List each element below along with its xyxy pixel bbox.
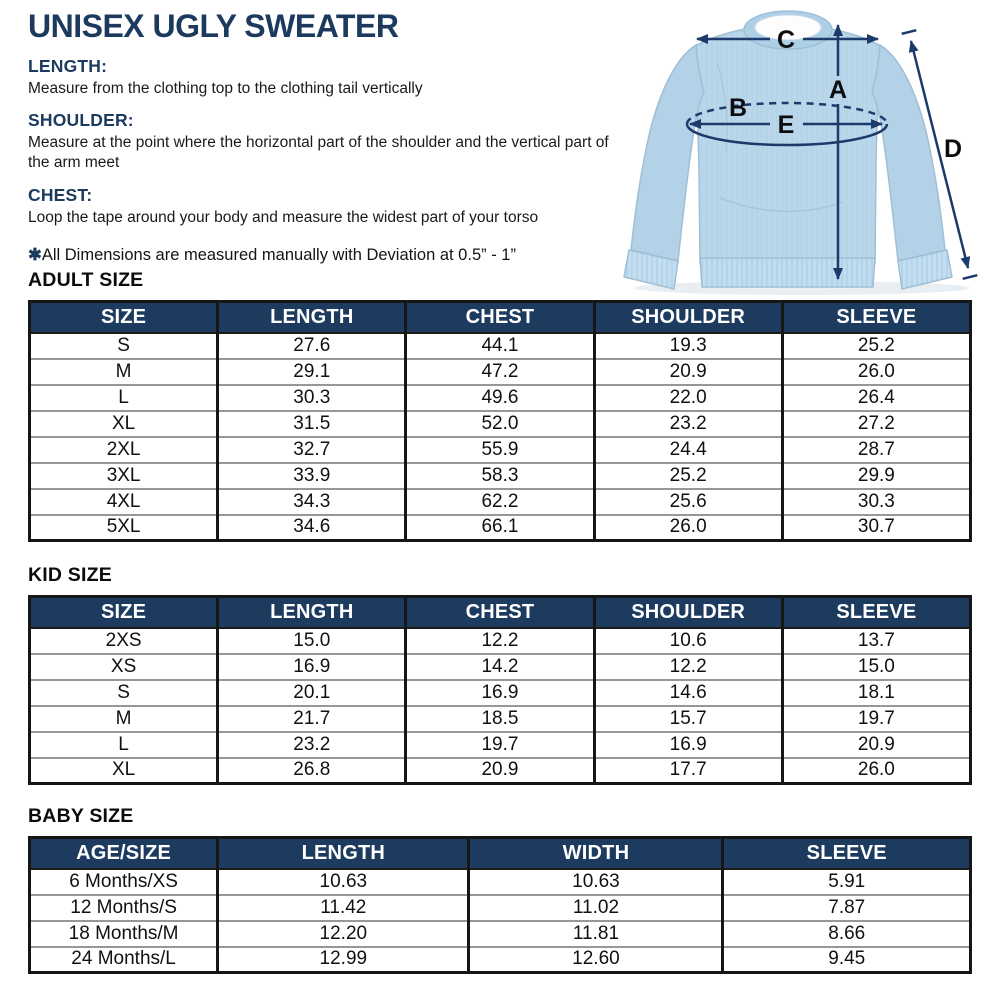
size-cell: 24 Months/L [30,947,218,973]
instruction-heading: LENGTH: [28,55,108,76]
measurement-cell: 11.02 [469,895,723,921]
measurement-cell: 28.7 [782,437,970,463]
measurement-cell: 15.0 [782,654,970,680]
kid-size-table [28,595,972,785]
column-header: SHOULDER [594,597,782,628]
table-row [30,359,971,385]
baby-size-section [28,805,972,974]
measurement-cell: 33.9 [218,463,406,489]
measurement-cell: 8.66 [723,921,971,947]
measurement-cell: 15.7 [594,706,782,732]
table-row [30,333,971,359]
deviation-note-text: All Dimensions are measured manually with Deviation at 0.5” - 1” [41,245,516,264]
measurement-cell: 25.2 [594,463,782,489]
column-header: SLEEVE [723,838,971,869]
table-header-row [30,838,971,869]
measurement-cell: 19.7 [782,706,970,732]
measurement-cell: 27.2 [782,411,970,437]
asterisk-icon: ✱ [28,245,42,264]
table-row [30,947,971,973]
measurement-cell: 26.4 [782,385,970,411]
table-row [30,515,971,541]
measurement-cell: 5.91 [723,869,971,895]
size-cell: XL [30,411,218,437]
sweater-left-sleeve [624,45,704,289]
measurement-cell: 12.99 [218,947,469,973]
measurement-cell: 10.6 [594,628,782,654]
size-cell: 5XL [30,515,218,541]
table-header-row [30,597,971,628]
measurement-cell: 30.3 [782,489,970,515]
size-cell: 3XL [30,463,218,489]
column-header: LENGTH [218,302,406,333]
measurement-cell: 10.63 [469,869,723,895]
table-header-row [30,302,971,333]
column-header: SIZE [30,302,218,333]
column-header: LENGTH [218,838,469,869]
size-cell: XS [30,654,218,680]
measurement-cell: 16.9 [218,654,406,680]
table-row [30,628,971,654]
measurement-cell: 14.6 [594,680,782,706]
measurement-cell: 23.2 [218,732,406,758]
instruction-heading: CHEST: [28,185,93,206]
measurement-cell: 27.6 [218,333,406,359]
measurement-cell: 58.3 [406,463,594,489]
measurement-cell: 11.42 [218,895,469,921]
measurement-cell: 44.1 [406,333,594,359]
measurement-cell: 9.45 [723,947,971,973]
measurement-cell: 23.2 [594,411,782,437]
measurement-cell: 29.9 [782,463,970,489]
column-header: LENGTH [218,597,406,628]
measurement-cell: 20.9 [594,359,782,385]
measurement-cell: 16.9 [406,680,594,706]
measurement-cell: 25.6 [594,489,782,515]
table-row [30,463,971,489]
column-header: WIDTH [469,838,723,869]
size-cell: M [30,706,218,732]
measurement-cell: 20.9 [406,758,594,784]
size-cell: 18 Months/M [30,921,218,947]
measurement-cell: 32.7 [218,437,406,463]
page-title: UNISEX UGLY SWEATER [28,8,399,44]
table-row [30,489,971,515]
size-cell: S [117,334,130,356]
measurement-cell: 17.7 [594,758,782,784]
measurement-cell: 13.7 [782,628,970,654]
measurement-cell: 24.4 [594,437,782,463]
column-header: SIZE [30,597,218,628]
measurement-cell: 20.1 [218,680,406,706]
instruction-body: Loop the tape around your body and measure the widest part of your torso [28,209,539,227]
measurement-cell: 52.0 [406,411,594,437]
size-cell: L [30,732,218,758]
size-cell: 2XS [105,629,142,651]
adult-size-section [28,269,972,542]
measurement-cell: 29.1 [218,359,406,385]
instruction-shoulder [28,110,623,173]
section-title-adult: ADULT SIZE [28,269,144,291]
measurement-cell: 22.0 [594,385,782,411]
measurement-cell: 10.63 [218,869,469,895]
instruction-body: Measure at the point where the horizontal part of the shoulder and the vertical part of the arm meet [28,134,609,172]
instruction-heading: SHOULDER: [28,110,134,131]
column-header: SLEEVE [782,597,970,628]
diagram-label-E: E [777,111,795,139]
measurement-cell: 25.2 [782,333,970,359]
instruction-chest [28,185,623,228]
table-row [30,706,971,732]
measurement-cell: 7.87 [723,895,971,921]
column-header: AGE/SIZE [30,838,218,869]
measurement-cell: 18.1 [782,680,970,706]
diagram-label-C: C [776,26,796,54]
measurement-cell: 30.3 [218,385,406,411]
measurement-cell: 26.0 [782,758,970,784]
sweater-illustration [620,0,1000,300]
table-row [30,895,971,921]
intro-block [28,10,623,265]
table-row [30,921,971,947]
measurement-cell: 66.1 [406,515,594,541]
size-cell: 4XL [30,489,218,515]
measurement-cell: 12.2 [406,628,594,654]
baby-size-table [28,836,972,974]
diagram-label-A: A [828,76,848,104]
column-header: SHOULDER [594,302,782,333]
measurement-cell: 55.9 [406,437,594,463]
instruction-length [28,56,623,99]
size-cell: 2XL [30,437,218,463]
measurement-cell: 62.2 [406,489,594,515]
measurement-cell: 30.7 [782,515,970,541]
diagram-label-D: D [943,135,963,163]
measurement-cell: 11.81 [469,921,723,947]
measurement-cell: 31.5 [218,411,406,437]
table-row [30,680,971,706]
size-cell: M [30,359,218,385]
measurement-cell: 19.3 [594,333,782,359]
measurement-cell: 49.6 [406,385,594,411]
measurement-cell: 14.2 [406,654,594,680]
table-row [30,732,971,758]
table-row [30,385,971,411]
instruction-body: Measure from the clothing top to the clothing tail vertically [28,79,423,97]
measurement-cell: 15.0 [218,628,406,654]
diagram-label-B: B [728,94,748,122]
table-row [30,758,971,784]
column-header: CHEST [406,597,594,628]
measurement-cell: 12.60 [469,947,723,973]
table-row [30,869,971,895]
table-row [30,654,971,680]
deviation-note [28,245,623,265]
measurement-cell: 47.2 [406,359,594,385]
measurement-cell: 18.5 [406,706,594,732]
size-cell: 12 Months/S [30,895,218,921]
size-cell: S [30,680,218,706]
measurement-cell: 12.2 [594,654,782,680]
measurement-cell: 26.8 [218,758,406,784]
size-cell: XL [30,758,218,784]
measurement-cell: 26.0 [782,359,970,385]
size-cell: 6 Months/XS [69,870,178,892]
measurement-cell: 20.9 [782,732,970,758]
table-row [30,437,971,463]
column-header: SLEEVE [782,302,970,333]
measurement-cell: 34.3 [218,489,406,515]
adult-size-table [28,300,972,542]
measurement-cell: 16.9 [594,732,782,758]
kid-size-section [28,564,972,785]
section-title-baby: BABY SIZE [28,805,134,827]
table-row [30,411,971,437]
section-title-kid: KID SIZE [28,564,112,586]
measurement-cell: 19.7 [406,732,594,758]
column-header: CHEST [406,302,594,333]
sweater-right-sleeve [872,45,952,289]
measurement-cell: 21.7 [218,706,406,732]
measurement-cell: 12.20 [218,921,469,947]
measurement-cell: 26.0 [594,515,782,541]
sweater-measurement-diagram [620,0,1000,300]
measurement-cell: 34.6 [218,515,406,541]
size-cell: L [30,385,218,411]
